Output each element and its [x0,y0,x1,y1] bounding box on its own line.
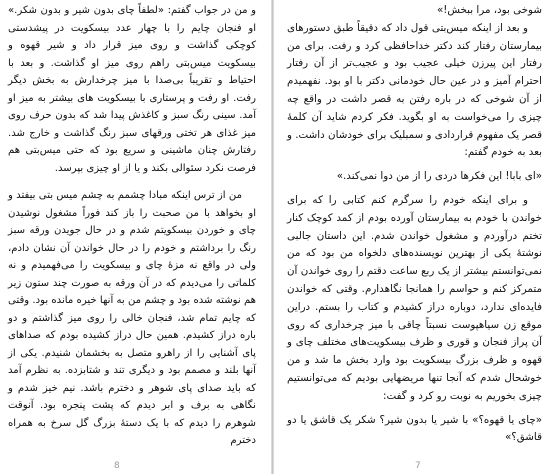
paragraph: و من در جواب گفتم: «لطفاً چای بدون شیر و بدون شکر.» او فنجان چایم را با چهار عدد بیسکویت در پیشدستی کوچکی گذاشت و روی میز قرار داد و شیر قهوه و بیسکویت میس‌بتی راهم روی میز او گذاشت. و بعد با احتیاط و تقریباً بی‌صدا با میز چرخدارش به بخش دیگر رفت. او رفت و پرستاری با بیسکویت های بیشتر به میز او آمد. سینی رنگ سبز و کاغذش پیدا شد که بدون حرف روی میز غذای هر تختی ورقهای سبز رنگ گذاشت و خارج شد. رفتارش چنان ماشینی و سریع بود که حتی میس‌بتی هم فرصت نکرد سئوالی بکند و یا از او چیزی بپرسد. [8,5,256,174]
paragraph: من از ترس اینکه مبادا چشمم به چشم میس بتی بیفتد و او بخواهد با من صحبت را باز کند فوراً مشغول نوشیدن چای و خوردن بیسکویتم شدم و در حال جویدن ورقه سبز رنگ را برداشتم و خودم را در حال خواندن آن نشان دادم، ولی در واقع نه مزهٔ چای و بیسکویت را می‌فهمیدم و نه کلماتی را می‌دیدم که در آن ورقه به صورت چند ستون زیر هم نوشته شده بود و چشم من به آنها خیره مانده بود. وقتی که چایم تمام شد، فنجان خالی را روی میز گذاشتم و دو باره دراز کشیدم. همین حال دراز کشیده بودم که صداهای پای آشنایی را از راهرو متصل به بخشمان شنیدم. یکی از آنها بلند و مصمم بود و دیگری تند و شتابزده. به نظرم آمد که باید صدای پای شوهر و دخترم باشد. نیم خیز شدم و نگاهی به برف و ابر دیدم که پشت پنجره بود. آنوقت شوهرم را دیدم که با یک دستهٔ بزرگ گل سرخ به همراه دخترم [8,190,256,446]
right-page [279,0,550,474]
quote-paragraph: «ای بابا! این فکرها دردی را از من دوا نمی‌کند.» [336,170,542,183]
paragraph: و بعد از اینکه میس‌بتی قول داد که دقیقاً طبق دستورهای بیمارستان رفتار کند دکتر خداحافظی کرد و رفت. برای من رفتار این پیرزن خیلی عجیب بود و عجیب‌تر از آن رفتار احترام آمیز و در عین حال خودمانی دکتر با او بود. نفهمیدم از آن شوخی که در باره رفتن به قصر داشت در واقع چه چیزی را می‌خواست به او بگوید. فکر کردم شاید آن کلمهٔ قصر یک مفهوم قراردادی و سمبلیک برای خودشان داشت. و بعد به خودم گفتم: [287,21,542,159]
book-gutter [271,0,274,474]
page-number: 7 [415,461,421,471]
left-page-text [8,2,256,450]
paragraph: شوخی بود، مرا ببخش!» [436,4,542,16]
right-page-text [287,2,542,447]
quote-paragraph: «چای یا قهوه؟» با شیر یا بدون شیر؟ شکر یک قاشق یا دو قاشق؟» [287,413,542,444]
paragraph: و برای اینکه خودم را سرگرم کنم کتابی را که برای خواندن با خودم به بیمارستان آورده بودم از کمد کوچک کنار تختم درآوردم و مشغول خواندن شدم. این داستان جالبی نوشتهٔ یکی از بهترین نویسنده‌های دلخواه من بود که من نمی‌توانستم بیشتر از یک ربع ساعت دقتم را روی خواندن آن متمرکز کنم و حواسم را همانجا نگاهدارم. وقتی که خواندن فایده‌ای ندارد، دوباره دراز کشیدم و کتاب را بستم. دراین موقع زن سیاهپوست نسبتاً چاقی با میز چرخداری که روی آن پراز فنجان و قوری و ظرف بیسکویت‌های مختلف چای و قهوه و ظرف بزرگ بیسکویت بود وارد بخش ما شد و من خوشحال شدم که آنجا تنها مریضهایی بودیم که می‌توانستیم چیزی بخوریم به نوبت رو کرد و گفت: [287,193,542,402]
page-number: 8 [114,461,120,471]
left-page [0,0,266,474]
